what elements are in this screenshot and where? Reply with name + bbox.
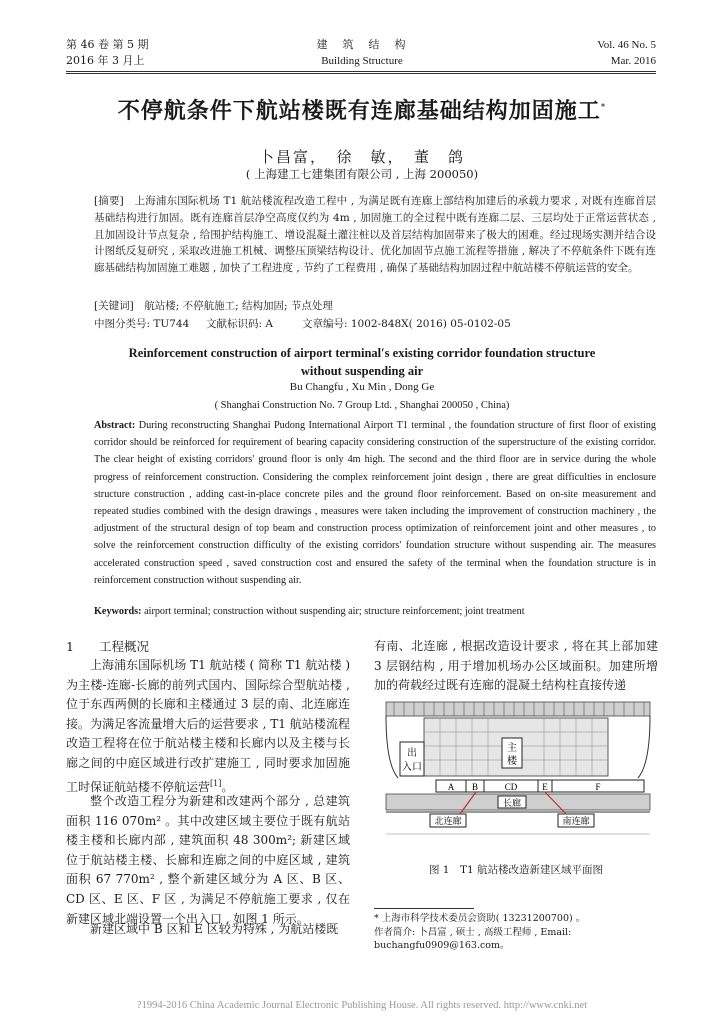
footnote-rule <box>374 908 474 909</box>
abstract-cn-label: [摘要] <box>94 195 124 207</box>
zone-b-label: B <box>471 782 479 792</box>
authors: 卜昌富， 徐 敏， 董 鸽 <box>258 148 465 166</box>
paper-title: 不停航条件下航站楼既有连廊基础结构加固施工* <box>117 99 607 124</box>
abstract-cn: [摘要] 上海浦东国际机场 T1 航站楼流程改造工程中 , 为满足既有连廊上部结构加建后的承载力要求 , 对既有连廊首层基础结构进行加固。既有连廊首层净空高度仅约为 4m , 加固施工的全过程中既有连廊二层、三层均处于正常运营状态 , 且加固设计节点复杂 , 给围护结构施工、增设混凝土灌注桩以及首层结构加固带来了极大的困难。经过现场实测并结合设计图纸反复研究 , 采取改进施工机械、调整压顶梁结构设计、优化加固节点施工流程等措施 , 解决了不停航条件下既有连廊基础结构加固施工难题 , 加快了工程进度 , 节约了工程费用 , 确保了基础结构加固过程中航站楼不停航运营的安全。 <box>94 195 656 275</box>
article-number: 文章编号: 1002-848X( 2016) 05-0102-05 <box>302 318 511 330</box>
zone-e-label: E <box>542 782 548 792</box>
document-code: 文献标识码: A <box>206 318 273 330</box>
body-paragraph-2: 整个改造工程分为新建和改建两个部分 , 总建筑面积 116 070m² 。其中改建区域主要位于既有航站楼主楼和长廊内部 , 建筑面积 48 300m²; 新建区域位于航站楼主楼、长廊和连廊之间的中庭区域 , 建筑面积 67 770m² , 整个新建区域分为 A 区、B 区、CD 区、E 区、F 区 , 为满足不停航施工要求 , 仅在新建区域北端设置一个出入口 , 如图 1 所示。 <box>66 794 350 926</box>
citation-ref: [1] <box>210 778 222 788</box>
keywords-en: Keywords: airport terminal; construction without suspending air; structure reinforcement; joint treatment <box>94 606 525 617</box>
copyright-footer: ?1994-2016 China Academic Journal Electronic Publishing House. All rights reserved. http://www.cnki.net <box>136 1000 588 1011</box>
title-footnote-mark: * <box>600 102 607 113</box>
abstract-en-label: Abstract: <box>94 420 136 431</box>
affiliation: ( 上海建工七建集团有限公司 , 上海 200050) <box>245 167 479 181</box>
main-label-line1: 主 <box>507 743 517 754</box>
exit-label-line1: 出 <box>407 748 417 759</box>
roof-band <box>386 702 650 716</box>
title-en: Reinforcement construction of airport terminal′s existing corridor foundation structure without suspending air <box>128 346 596 378</box>
header-date-en: Mar. 2016 <box>610 55 656 67</box>
site-plan-figure <box>380 694 656 856</box>
header-rule <box>66 71 656 72</box>
authors-en: Bu Changfu , Xu Min , Dong Ge <box>289 381 435 393</box>
south-corridor-label: 南连廊 <box>562 817 590 827</box>
north-corridor-label: 北连廊 <box>434 817 462 827</box>
header-volume: 第 46 卷 第 5 期 <box>66 38 149 51</box>
zone-f-label: F <box>595 782 601 792</box>
affiliation-en: ( Shanghai Construction No. 7 Group Ltd. , Shanghai 200050 , China) <box>214 400 510 411</box>
exit-label-line2: 入口 <box>402 762 422 773</box>
header-journal-cn: 建 筑 结 构 <box>316 38 408 51</box>
footnotes <box>374 912 658 953</box>
header-date: 2016 年 3 月上 <box>66 54 145 67</box>
footnote-funding: * 上海市科学技术委员会资助( 13231200700) 。 <box>374 913 586 924</box>
section-heading: 1 工程概况 <box>66 639 149 654</box>
keywords-cn: [关键词] 航站楼; 不停航施工; 结构加固; 节点处理 <box>94 300 333 312</box>
zone-a-label: A <box>447 782 455 792</box>
zone-strip <box>436 780 644 792</box>
figure-caption: 图 1 T1 航站楼改造新建区域平面图 <box>428 864 604 876</box>
header-rule-2 <box>66 73 656 74</box>
body-paragraph-right: 有南、北连廊 , 根据改造设计要求 , 将在其上部加建 3 层钢结构 , 用于增加机场办公区域面积。加建所增加的荷载经过既有连廊的混凝土结构柱直接传递 <box>374 639 658 693</box>
zone-cd-label: CD <box>504 782 518 792</box>
header-vol-en: Vol. 46 No. 5 <box>597 39 656 51</box>
footnote-author: 作者简介: 卜昌富 , 硕士 , 高级工程师 , Email: buchangfu0909@163.com。 <box>374 926 572 951</box>
concourse-label: 长廊 <box>502 799 522 809</box>
classification-number: 中图分类号: TU744 <box>94 318 190 330</box>
keywords-en-label: Keywords: <box>94 606 142 617</box>
keywords-cn-label: [关键词] <box>94 300 134 312</box>
body-paragraph-3: 新建区域中 B 区和 E 区较为特殊 , 为航站楼既 <box>90 922 339 936</box>
main-label-line2: 楼 <box>507 756 517 767</box>
header-journal-en: Building Structure <box>321 55 403 67</box>
body-paragraph-1: 上海浦东国际机场 T1 航站楼 ( 简称 T1 航站楼 ) 为主楼-连廊-长廊的前列式国内、国际综合型航站楼 , 位于东西两侧的长廊和主楼通过 3 层的南、北连廊连接。为满足客流量增大后的运营要求 , T1 航站楼流程改造工程将在位于航站楼主楼和长廊内以及主楼与长廊之间的中庭区域进行改扩建施工 , 同时要求加固施工时保证航站楼不停航运营[1]。 <box>66 658 350 794</box>
abstract-en: Abstract: During reconstructing Shanghai Pudong International Airport T1 terminal , the foundation structure of first floor of existing corridor should be reinforced for requirement of bearing capacity considering construction of the superstructure of the existing corridor. The clear height of existing corridors' ground floor is only 4m high. The second and the third floor are in service during the whole progress of reinforcement construction. Considering the complex reinforcement joint design , there are great difficulties in enclosure structure construction , adding cast-in-place concrete piles and the ground floor reinforcement. Based on on-site measurement and repeated studies combined with the design drawings , measures were taken including the improvement of construction machinery , the adjustment of the structural design of top beam and construction process optimization of reinforcement joint and other measures , to solve the reinforcement construction difficulty of the existing corridors' foundation structure without suspending air. The measures accelerated construction speed , saved construction cost and ensured the safety of the terminal when the foundation structure is in reinforcement construction without suspending air. <box>94 420 656 586</box>
